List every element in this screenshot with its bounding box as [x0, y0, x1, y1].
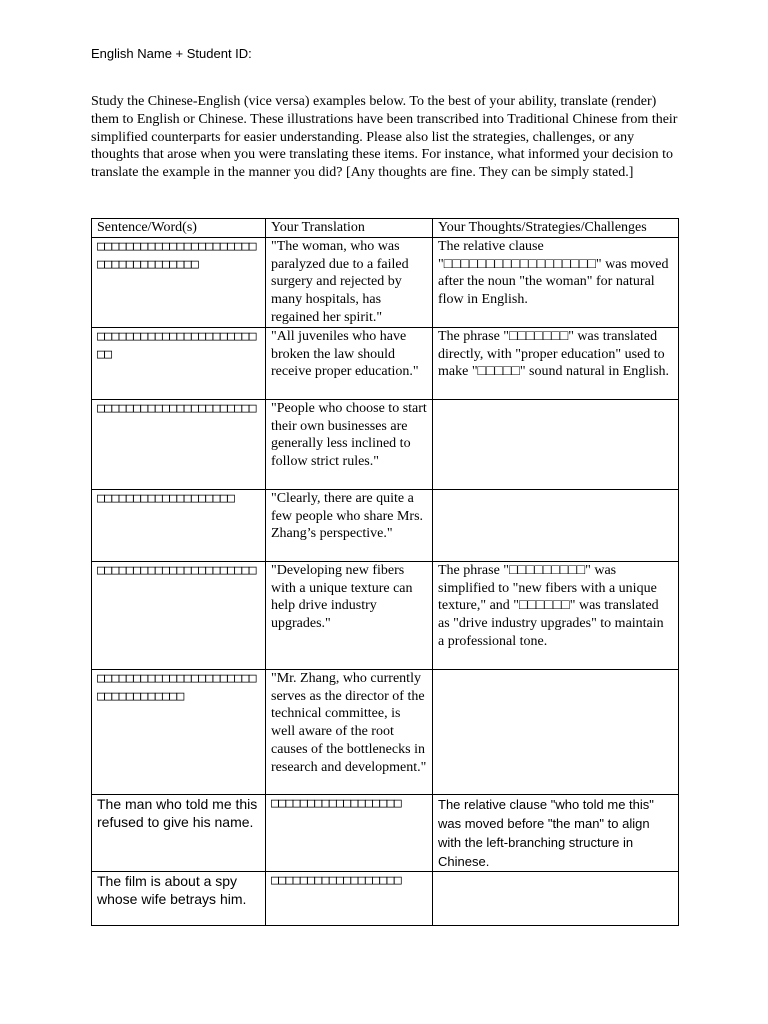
table-row	[92, 669, 679, 794]
translation-cell[interactable]: "Developing new fibers with a unique texture can help drive industry upgrades."	[266, 561, 433, 669]
thoughts-cell[interactable]	[433, 669, 679, 794]
table-row	[92, 327, 679, 399]
translation-cell[interactable]: □□□□□□□□□□□□□□□□□□	[266, 794, 433, 871]
thoughts-cell[interactable]: The relative clause "□□□□□□□□□□□□□□□□□□" was moved after the noun "the woman" for natural flow in English.	[433, 237, 679, 327]
column-header-sentence: Sentence/Word(s)	[92, 219, 266, 238]
source-cell: □□□□□□□□□□□□□□□□□□□□□□□□□□□□□□□□□□	[92, 669, 266, 794]
source-cell: □□□□□□□□□□□□□□□□□□□□□□	[92, 561, 266, 669]
source-cell: The man who told me this refused to give his name.	[92, 794, 266, 871]
translation-cell[interactable]: "The woman, who was paralyzed due to a failed surgery and rejected by many hospitals, has regained her spirit."	[266, 237, 433, 327]
source-cell: □□□□□□□□□□□□□□□□□□□	[92, 489, 266, 561]
translation-cell[interactable]: "Mr. Zhang, who currently serves as the director of the technical committee, is well aware of the root causes of the bottlenecks in research and development."	[266, 669, 433, 794]
thoughts-cell[interactable]: The phrase "□□□□□□□□□" was simplified to "new fibers with a unique texture," and "□□□□□□" was translated as "drive industry upgrades" to maintain a professional tone.	[433, 561, 679, 669]
table-header-row	[92, 219, 679, 238]
thoughts-cell[interactable]	[433, 399, 679, 489]
translation-cell[interactable]: "All juveniles who have broken the law should receive proper education."	[266, 327, 433, 399]
source-cell: □□□□□□□□□□□□□□□□□□□□□□	[92, 399, 266, 489]
source-cell: □□□□□□□□□□□□□□□□□□□□□□□□□□□□□□□□□□□□	[92, 237, 266, 327]
translation-cell[interactable]: "Clearly, there are quite a few people who share Mrs. Zhang’s perspective."	[266, 489, 433, 561]
table-row	[92, 794, 679, 871]
translation-table	[91, 218, 679, 926]
translation-cell[interactable]: □□□□□□□□□□□□□□□□□□	[266, 871, 433, 925]
source-cell: The film is about a spy whose wife betrays him.	[92, 871, 266, 925]
table-row	[92, 399, 679, 489]
translation-cell[interactable]: "People who choose to start their own businesses are generally less inclined to follow strict rules."	[266, 399, 433, 489]
column-header-translation: Your Translation	[266, 219, 433, 238]
column-header-thoughts: Your Thoughts/Strategies/Challenges	[433, 219, 679, 238]
table-row	[92, 237, 679, 327]
thoughts-cell[interactable]	[433, 871, 679, 925]
student-name-id-label: English Name + Student ID:	[91, 46, 252, 61]
thoughts-cell[interactable]: The relative clause "who told me this" was moved before "the man" to align with the left-branching structure in Chinese.	[433, 794, 679, 871]
table-row	[92, 871, 679, 925]
table-row	[92, 561, 679, 669]
thoughts-cell[interactable]	[433, 489, 679, 561]
thoughts-cell[interactable]: The phrase "□□□□□□□" was translated directly, with "proper education" used to make "□□□□□" sound natural in English.	[433, 327, 679, 399]
table-row	[92, 489, 679, 561]
instructions-paragraph: Study the Chinese-English (vice versa) examples below. To the best of your ability, translate (render) them to English or Chinese. These illustrations have been transcribed into Traditional Chinese from their simplified counterparts for easier understanding. Please also list the strategies, challenges, or any thoughts that arose when you were translating these items. For instance, what informed your decision to translate the example in the manner you did? [Any thoughts are fine. They can be simply stated.]	[91, 94, 678, 181]
source-cell: □□□□□□□□□□□□□□□□□□□□□□□□	[92, 327, 266, 399]
